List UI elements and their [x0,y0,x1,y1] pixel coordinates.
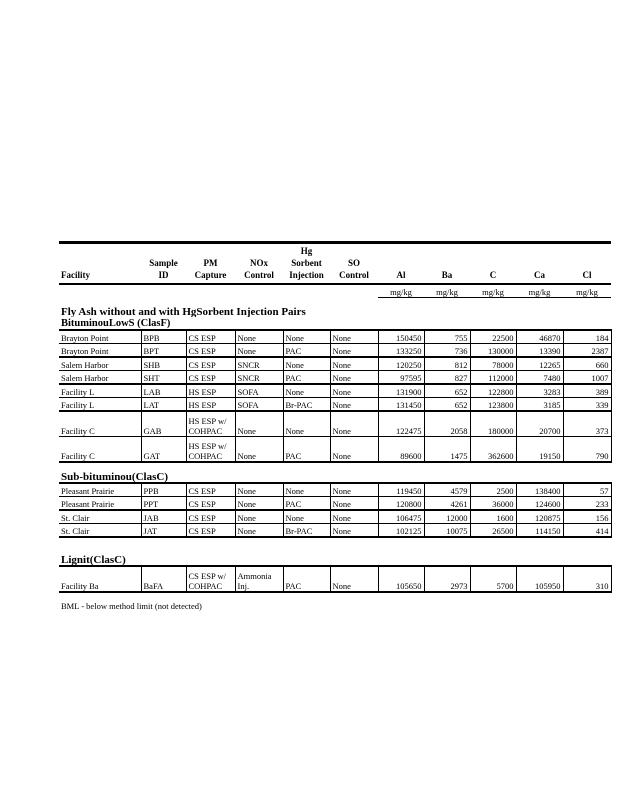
table-cell: CS ESP [186,357,235,371]
table-cell: PAC [283,344,330,358]
table-cell: None [235,524,283,538]
table-row [59,524,611,538]
table-cell: 89600 [378,437,424,463]
table-cell: 122475 [378,411,424,437]
table-cell: None [235,497,283,511]
table-cell: SOFA [235,384,283,398]
table-cell: None [330,384,378,398]
table-cell: None [330,510,378,524]
group-lignite: Lignit(ClasC) [61,554,126,566]
header-nox: Control [244,270,274,280]
table-cell: 102125 [378,524,424,538]
table-cell: 120800 [378,497,424,511]
table-cell: Salem Harbor [59,371,141,385]
table-cell: PAC [283,371,330,385]
table-cell: 389 [563,384,611,398]
table-cell: 660 [563,357,611,371]
table-cell: GAT [141,437,186,463]
table-cell: BPT [141,344,186,358]
table-cell: 13390 [516,344,563,358]
table-cell: Facility L [59,398,141,412]
table-cell: 10075 [424,524,470,538]
table-row [59,330,611,344]
table-cell: 112000 [470,371,516,385]
table-cell: 150450 [378,330,424,344]
table-cell: None [283,384,330,398]
table-cell: 131900 [378,384,424,398]
unit-al: mg/kg [378,284,424,298]
table-row [59,398,611,412]
table-cell: None [330,497,378,511]
table-cell: 106475 [378,510,424,524]
table-cell: 310 [563,566,611,592]
header-pm: Capture [194,270,227,280]
table-cell: 26500 [470,524,516,538]
header-sample: ID [158,270,169,280]
table-cell: PAC [283,437,330,463]
table-row [59,344,611,358]
table-cell: 827 [424,371,470,385]
table-cell: None [235,510,283,524]
table-row [59,566,611,592]
table-cell: 812 [424,357,470,371]
table-cell: LAT [141,398,186,412]
table-cell: None [330,398,378,412]
table-cell: St. Clair [59,524,141,538]
header-facility: Facility [61,270,90,280]
footnote: BML - below method limit (not detected) [61,601,202,611]
table-cell: BaFA [141,566,186,592]
table-row [59,411,611,437]
table-row [59,483,611,497]
unit-cl: mg/kg [563,284,611,298]
table-cell: 7480 [516,371,563,385]
group-bituminous: BituminouLowS (ClasF) [61,318,171,329]
table-cell: None [283,510,330,524]
table-cell: 105650 [378,566,424,592]
table-row [59,497,611,511]
data-table [59,241,612,593]
table-cell: 3185 [516,398,563,412]
table-cell: None [330,566,378,592]
header-pm: PM [203,258,218,268]
table-cell: 362600 [470,437,516,463]
table-cell: Ammonia Inj. [235,566,283,592]
header-hg: Hg [300,246,313,256]
table-cell: None [330,357,378,371]
table-cell: 130000 [470,344,516,358]
table-cell: 22500 [470,330,516,344]
table-cell: None [235,344,283,358]
table-cell: 652 [424,384,470,398]
table-cell: 2387 [563,344,611,358]
table-cell: 57 [563,483,611,497]
table-cell: CS ESP [186,330,235,344]
table-cell: Facility C [59,437,141,463]
table-cell: Facility C [59,411,141,437]
table-cell: 36000 [470,497,516,511]
table-cell: Salem Harbor [59,357,141,371]
table-cell: HS ESP w/ COHPAC [186,437,235,463]
table-cell: 156 [563,510,611,524]
table-cell: 1007 [563,371,611,385]
table-cell: CS ESP [186,371,235,385]
table-row [59,384,611,398]
table-cell: 373 [563,411,611,437]
table-cell: 4579 [424,483,470,497]
table-cell: BPB [141,330,186,344]
header-ca: Ca [534,270,545,280]
table-cell: Br-PAC [283,524,330,538]
table-cell: 105950 [516,566,563,592]
table-cell: None [330,371,378,385]
header-so: Control [339,270,369,280]
table-cell: 19150 [516,437,563,463]
table-cell: 119450 [378,483,424,497]
table-cell: 138400 [516,483,563,497]
table-cell: None [283,483,330,497]
table-cell: 133250 [378,344,424,358]
table-cell: PAC [283,497,330,511]
group-subbituminous: Sub-bituminou(ClasC) [61,471,168,483]
table-cell: 46870 [516,330,563,344]
section-title: Fly Ash without and with HgSorbent Injection Pairs [61,306,306,317]
table-cell: JAT [141,524,186,538]
table-row [59,437,611,463]
table-cell: PPB [141,483,186,497]
table-cell: 12000 [424,510,470,524]
table-cell: JAB [141,510,186,524]
header-nox: NOx [250,258,268,268]
table-cell: None [330,483,378,497]
table-cell: 1600 [470,510,516,524]
table-cell: St. Clair [59,510,141,524]
table-row [59,371,611,385]
table-cell: 124600 [516,497,563,511]
table-cell: SNCR [235,357,283,371]
header-hg: Sorbent [291,258,322,268]
table-cell: CS ESP w/ COHPAC [186,566,235,592]
table-cell: 78000 [470,357,516,371]
table-cell: None [283,330,330,344]
table-cell: 114150 [516,524,563,538]
table-cell: 2500 [470,483,516,497]
header-al: Al [396,270,406,280]
header-cl: Cl [582,270,592,280]
table-cell: CS ESP [186,344,235,358]
unit-ca: mg/kg [516,284,563,298]
table-cell: 184 [563,330,611,344]
table-cell: 123800 [470,398,516,412]
unit-c: mg/kg [470,284,516,298]
table-cell: 736 [424,344,470,358]
table-cell: Brayton Point [59,330,141,344]
table-row [59,510,611,524]
table-cell: 3283 [516,384,563,398]
header-ba: Ba [441,270,453,280]
table-cell: 122800 [470,384,516,398]
table-row [59,357,611,371]
table-cell: 5700 [470,566,516,592]
header-hg: Injection [289,270,324,280]
table-cell: 1475 [424,437,470,463]
table-cell: 120875 [516,510,563,524]
table-cell: Facility L [59,384,141,398]
table-cell: Pleasant Prairie [59,483,141,497]
table-cell: HS ESP [186,384,235,398]
table-cell: None [330,330,378,344]
table-cell: None [235,437,283,463]
table-cell: LAB [141,384,186,398]
table-cell: GAB [141,411,186,437]
table-cell: 652 [424,398,470,412]
table-cell: 4261 [424,497,470,511]
table-cell: HS ESP w/ COHPAC [186,411,235,437]
table-cell: Facility Ba [59,566,141,592]
table-cell: None [235,483,283,497]
table-cell: 180000 [470,411,516,437]
table-cell: 12265 [516,357,563,371]
table-cell: Br-PAC [283,398,330,412]
table-cell: 790 [563,437,611,463]
table-cell: 97595 [378,371,424,385]
header-c: C [489,270,497,280]
table-cell: None [235,330,283,344]
header-so: SO [347,258,360,268]
table-cell: CS ESP [186,483,235,497]
table-cell: 131450 [378,398,424,412]
table-cell: 2973 [424,566,470,592]
table-cell: None [330,344,378,358]
unit-ba: mg/kg [424,284,470,298]
table-cell: SHT [141,371,186,385]
table-cell: 414 [563,524,611,538]
table-cell: CS ESP [186,497,235,511]
table-cell: 233 [563,497,611,511]
table-cell: None [235,411,283,437]
table-cell: None [330,524,378,538]
table-cell: Pleasant Prairie [59,497,141,511]
table-cell: Brayton Point [59,344,141,358]
table-cell: None [283,357,330,371]
table-cell: None [283,411,330,437]
table-cell: 120250 [378,357,424,371]
table-cell: 339 [563,398,611,412]
table-cell: PAC [283,566,330,592]
table-cell: None [330,437,378,463]
table-cell: SOFA [235,398,283,412]
header-sample: Sample [149,258,178,268]
table-cell: CS ESP [186,510,235,524]
table-cell: 20700 [516,411,563,437]
table-cell: SHB [141,357,186,371]
table-cell: 755 [424,330,470,344]
table-cell: PPT [141,497,186,511]
table-cell: 2058 [424,411,470,437]
table-cell: None [330,411,378,437]
table-cell: CS ESP [186,524,235,538]
table-cell: HS ESP [186,398,235,412]
table-cell: SNCR [235,371,283,385]
